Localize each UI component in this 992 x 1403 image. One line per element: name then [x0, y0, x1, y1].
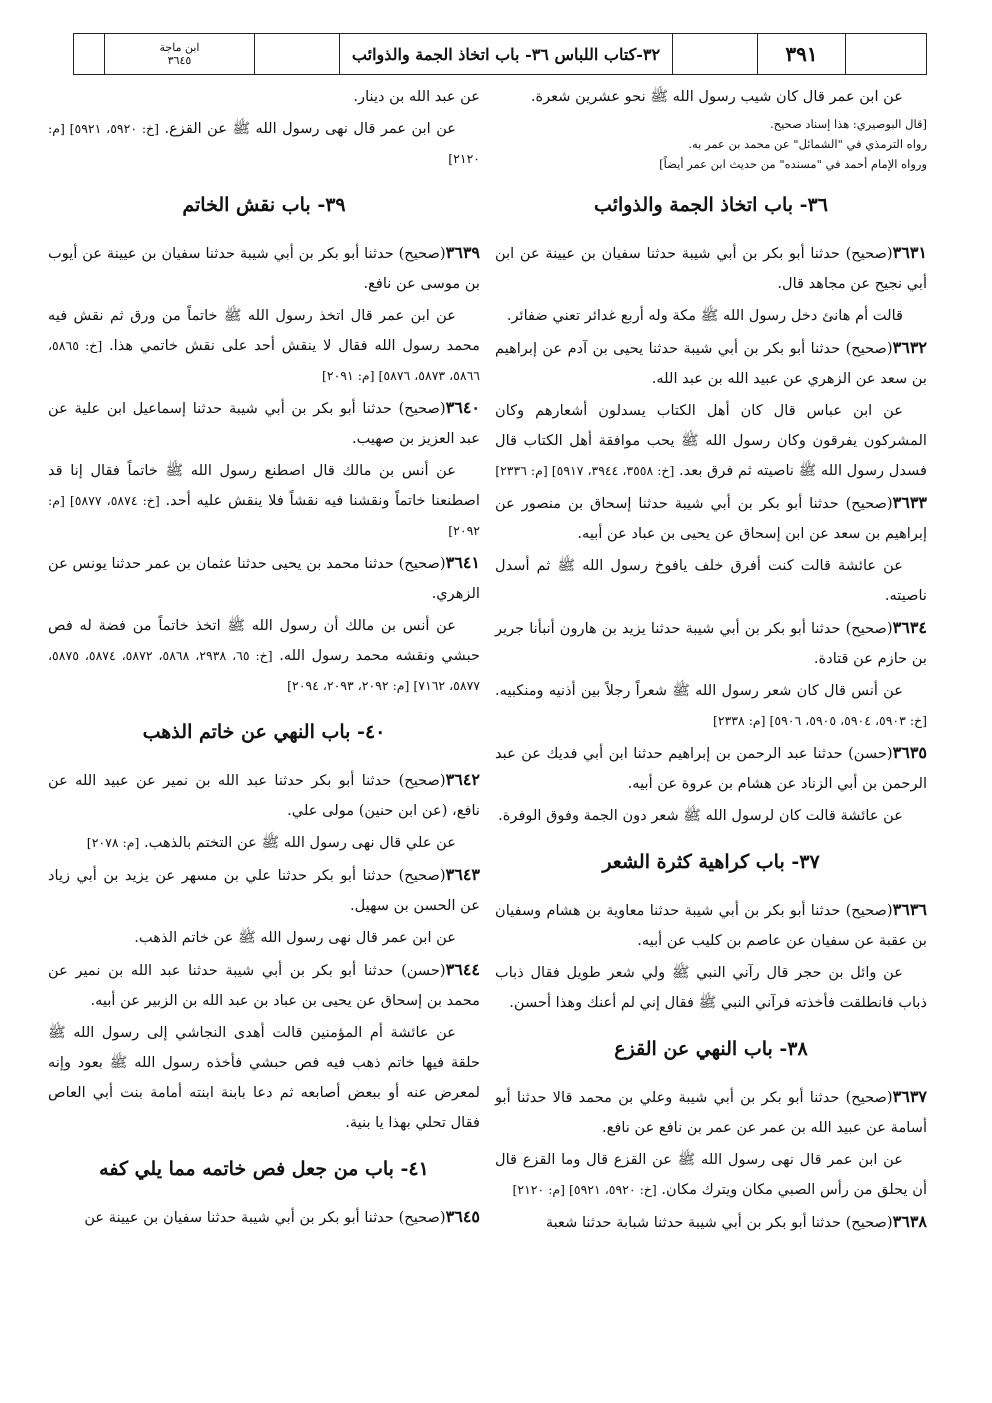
continued-isnad: عن عبد الله بن دينار.	[353, 88, 480, 105]
reference-codes: [خ: ٦٥، ٢٩٣٨، ٥٨٦٨، ٥٨٧٢، ٥٨٧٤، ٥٨٧٥، ٥٨٧٧، ٧١٦٢] [م: ٢٠٩٢، ٢٠٩٣، ٢٠٩٤]	[48, 648, 480, 693]
hadith-3638-isnad	[495, 1207, 927, 1238]
hadith-number: ٣٦٣٢	[892, 338, 927, 357]
hadith-3636-text: عن وائل بن حجر قال رآني النبي ﷺ ولي شعر طويل فقال ذباب ذباب فانطلقت فأخذته فرآني النبي ﷺ فقال إني لم أعنك وهذا أحسن.	[495, 964, 927, 1011]
hadith-number: ٣٦٣٧	[892, 1087, 927, 1106]
hadith-3633-isnad	[495, 488, 927, 549]
header-empty-cell	[74, 34, 104, 74]
isnad-text: (صحيح) حدثنا أبو بكر بن أبي شيبة حدثنا يزيد بن هارون أنبأنا جرير بن حازم عن قتادة.	[495, 620, 927, 667]
hadith-number: ٣٦٣٩	[445, 243, 480, 262]
hadith-3640-isnad	[48, 393, 480, 454]
matn-text: عن أنس بن مالك أن رسول الله ﷺ اتخذ خاتماً من فضة له فص حبشي ونقشه محمد رسول الله.	[48, 617, 480, 664]
page-number: ٣٩١	[757, 34, 845, 74]
matn-text: عن ابن عباس قال كان أهل الكتاب يسدلون أشعارهم وكان المشركون يفرقون وكان رسول الله ﷺ يحب موافقة أهل الكتاب قال فسدل رسول الله ﷺ ناصيته ثم فرق بعد.	[495, 402, 927, 479]
chapter-heading-36: ٣٦- باب اتخاذ الجمة والذوائب	[594, 194, 828, 216]
isnad-text: (صحيح) حدثنا أبو بكر بن أبي شيبة حدثنا سفيان بن عيينة عن أيوب بن موسى عن نافع.	[48, 245, 480, 292]
matn-text: عن ابن عمر قال اتخذ رسول الله ﷺ خاتماً من ورق ثم نقش فيه محمد رسول الله فقال لا ينقش أحد على نقش خاتمي هذا.	[48, 307, 480, 354]
isnad-text: (صحيح) حدثنا محمد بن يحيى حدثنا عثمان بن عمر حدثنا يونس عن الزهري.	[48, 555, 480, 602]
header-ref-number: ٣٦٤٥	[167, 54, 192, 67]
reference-codes: [خ: ٥٨٦٥، ٥٨٦٦، ٥٨٧٣، ٥٨٧٦] [م: ٢٠٩١]	[48, 338, 480, 383]
hadith-3641-isnad	[48, 548, 480, 609]
header-title: ٣٢-كتاب اللباس ٣٦- باب اتخاذ الجمة والذوائب	[339, 34, 672, 74]
hadith-number: ٣٦٣٤	[892, 618, 927, 637]
chapter-heading-37: ٣٧- باب كراهية كثرة الشعر	[602, 851, 820, 873]
hadith-3640-text	[48, 456, 480, 546]
chapter-heading-40: ٤٠- باب النهي عن خاتم الذهب	[142, 721, 386, 743]
isnad-text: (صحيح) حدثنا أبو بكر بن أبي شيبة حدثنا إسماعيل ابن علية عن عبد العزيز بن صهيب.	[48, 400, 480, 447]
isnad-text: (صحيح) حدثنا أبو بكر حدثنا عبد الله بن نمير عن عبيد الله عن نافع، (عن ابن حنين) مولى علي.	[48, 772, 480, 819]
isnad-text: (صحيح) حدثنا أبو بكر بن أبي شيبة حدثنا سفيان بن عيينة عن	[84, 1209, 446, 1226]
header-ref-cell	[104, 34, 254, 74]
left-column	[48, 82, 480, 1235]
hadith-number: ٣٦٣١	[892, 243, 927, 262]
isnad-text: (صحيح) حدثنا أبو بكر بن أبي شيبة حدثنا سفيان بن عيينة عن ابن أبي نجيح عن مجاهد قال.	[495, 245, 927, 292]
matn-text: عن أنس قال كان شعر رسول الله ﷺ شعراً رجلاً بين أذنيه ومنكبيه.	[495, 682, 903, 699]
isnad-text: (صحيح) حدثنا أبو بكر بن أبي شيبة حدثنا إسحاق بن منصور عن إبراهيم بن سعد عن ابن إسحاق عن يحيى بن عباد عن أبيه.	[495, 495, 927, 542]
chapter-heading-38: ٣٨- باب النهي عن القزع	[614, 1038, 808, 1060]
header-empty-cell	[672, 34, 757, 74]
matn-text: عن أنس بن مالك قال اصطنع رسول الله ﷺ خاتماً فقال إنا قد اصطنعنا خاتماً ونقشنا فيه نقشاً فلا ينقش عليه أحد.	[48, 462, 480, 509]
note-line: ورواه الإمام أحمد في "مسنده" من حديث ابن عمر أيضاً]	[659, 157, 927, 171]
intro-hadith-text: عن ابن عمر قال كان شيب رسول الله ﷺ نحو عشرين شعرة.	[530, 88, 903, 105]
hadith-3634-isnad	[495, 613, 927, 674]
isnad-text: (صحيح) حدثنا أبو بكر حدثنا علي بن مسهر عن يزيد بن أبي زياد عن الحسن بن سهيل.	[48, 867, 480, 914]
matn-text: عن ابن عمر قال نهى رسول الله ﷺ عن القزع قال وما القزع قال أن يحلق من رأس الصبي مكان ويترك مكان.	[495, 1151, 927, 1198]
isnad-text: (صحيح) حدثنا أبو بكر بن أبي شيبة حدثنا معاوية بن هشام وسفيان بن عقبة عن سفيان عن عاصم بن كليب عن أبيه.	[495, 902, 927, 949]
hadith-3631-text: قالت أم هانئ دخل رسول الله ﷺ مكة وله أربع غدائر تعني ضفائر.	[506, 307, 903, 324]
hadith-number: ٣٦٣٦	[892, 900, 927, 919]
hadith-3639-isnad	[48, 238, 480, 299]
hadith-number: ٣٦٣٨	[892, 1212, 927, 1231]
header-ref-label: ابن ماجة	[159, 41, 200, 54]
note-line: رواه الترمذي في "الشمائل" عن محمد بن عمر به.	[688, 137, 927, 151]
hadith-number: ٣٦٤٣	[445, 865, 480, 884]
hadith-number: ٣٦٤٢	[445, 770, 480, 789]
hadith-3632-text	[495, 396, 927, 486]
hadith-3644-isnad	[48, 955, 480, 1016]
hadith-number: ٣٦٤٠	[445, 398, 480, 417]
hadith-3641-text	[48, 611, 480, 701]
matn-text: عن ابن عمر قال نهى رسول الله ﷺ عن القزع.	[164, 120, 457, 137]
hadith-number: ٣٦٤٥	[445, 1207, 480, 1226]
continued-text	[48, 114, 480, 174]
reference-codes: [خ: ٣٥٥٨، ٣٩٤٤، ٥٩١٧] [م: ٢٣٣٦]	[495, 463, 675, 478]
hadith-3633-text: عن عائشة قالت كنت أفرق خلف يافوخ رسول الله ﷺ ثم أسدل ناصيته.	[495, 557, 927, 604]
reference-codes: [خ: ٥٨٧٤، ٥٨٧٧] [م: ٢٠٩٢]	[48, 493, 480, 538]
hadith-3642-isnad	[48, 765, 480, 826]
isnad-text: (صحيح) حدثنا أبو بكر بن أبي شيبة وعلي بن محمد قالا حدثنا أبو أسامة عن عبيد الله بن عمر عن عمر بن نافع عن نافع.	[495, 1089, 927, 1136]
header-empty-cell	[845, 34, 926, 74]
header-empty-cell	[254, 34, 339, 74]
hadith-3635-text: عن عائشة قالت كان لرسول الله ﷺ شعر دون الجمة وفوق الوفرة.	[498, 807, 903, 824]
hadith-3631-isnad	[495, 238, 927, 299]
hadith-3644-text: عن عائشة أم المؤمنين قالت أهدى النجاشي إلى رسول الله ﷺ حلقة فيها خاتم ذهب فيه فص حبشي فأخذه رسول الله ﷺ بعود وإنه لمعرض عنه أو ببعض أصابعه ثم دعا بابنة ابنته أمامة بنت أبي العاص فقال تحلي بهذا يا بنية.	[48, 1024, 480, 1131]
right-column	[495, 82, 927, 1240]
hadith-3632-isnad	[495, 333, 927, 394]
reference-codes: [خ: ٥٩٢٠، ٥٩٢١] [م: ٢١٢٠]	[48, 121, 480, 166]
hadith-3635-isnad	[495, 738, 927, 799]
hadith-3643-isnad	[48, 860, 480, 921]
chapter-heading-41: ٤١- باب من جعل فص خاتمه مما يلي كفه	[99, 1158, 429, 1180]
isnad-text: (صحيح) حدثنا أبو بكر بن أبي شيبة حدثنا يحيى بن آدم عن إبراهيم بن سعد عن الزهري عن عبيد الله بن عبد الله.	[495, 340, 927, 387]
reference-codes: [خ: ٥٩٢٠، ٥٩٢١] [م: ٢١٢٠]	[512, 1182, 657, 1197]
isnad-text: (حسن) حدثنا عبد الرحمن بن إبراهيم حدثنا ابن أبي فديك عن عبد الرحمن بن أبي الزناد عن هشام بن عروة عن أبيه.	[495, 745, 927, 792]
hadith-number: ٣٦٣٣	[892, 493, 927, 512]
chapter-heading-39: ٣٩- باب نقش الخاتم	[182, 194, 346, 216]
hadith-3645-isnad	[48, 1202, 480, 1233]
hadith-number: ٣٦٤٤	[445, 960, 480, 979]
isnad-text: (حسن) حدثنا أبو بكر بن أبي شيبة حدثنا عبد الله بن نمير عن محمد بن إسحاق عن يحيى بن عباد بن عبد الله بن الزبير عن أبيه.	[48, 962, 480, 1009]
hadith-3637-isnad	[495, 1082, 927, 1143]
hadith-3643-text: عن ابن عمر قال نهى رسول الله ﷺ عن خاتم الذهب.	[134, 929, 456, 946]
reference-codes: [م: ٢٠٧٨]	[86, 835, 140, 850]
hadith-3636-isnad	[495, 895, 927, 956]
note-line: [قال البوصيري: هذا إسناد صحيح.	[770, 117, 927, 131]
hadith-3637-text	[495, 1145, 927, 1205]
hadith-3634-text	[495, 676, 927, 736]
hadith-3639-text	[48, 301, 480, 391]
hadith-3642-text	[48, 828, 480, 858]
isnad-text: (صحيح) حدثنا أبو بكر بن أبي شيبة حدثنا شبابة حدثنا شعبة	[545, 1214, 893, 1231]
matn-text: عن علي قال نهى رسول الله ﷺ عن التختم بالذهب.	[144, 834, 456, 851]
hadith-number: ٣٦٤١	[445, 553, 480, 572]
reference-codes: [خ: ٥٩٠٣، ٥٩٠٤، ٥٩٠٥، ٥٩٠٦] [م: ٢٣٣٨]	[712, 713, 927, 728]
hadith-number: ٣٦٣٥	[892, 743, 927, 762]
page-header	[73, 33, 927, 75]
